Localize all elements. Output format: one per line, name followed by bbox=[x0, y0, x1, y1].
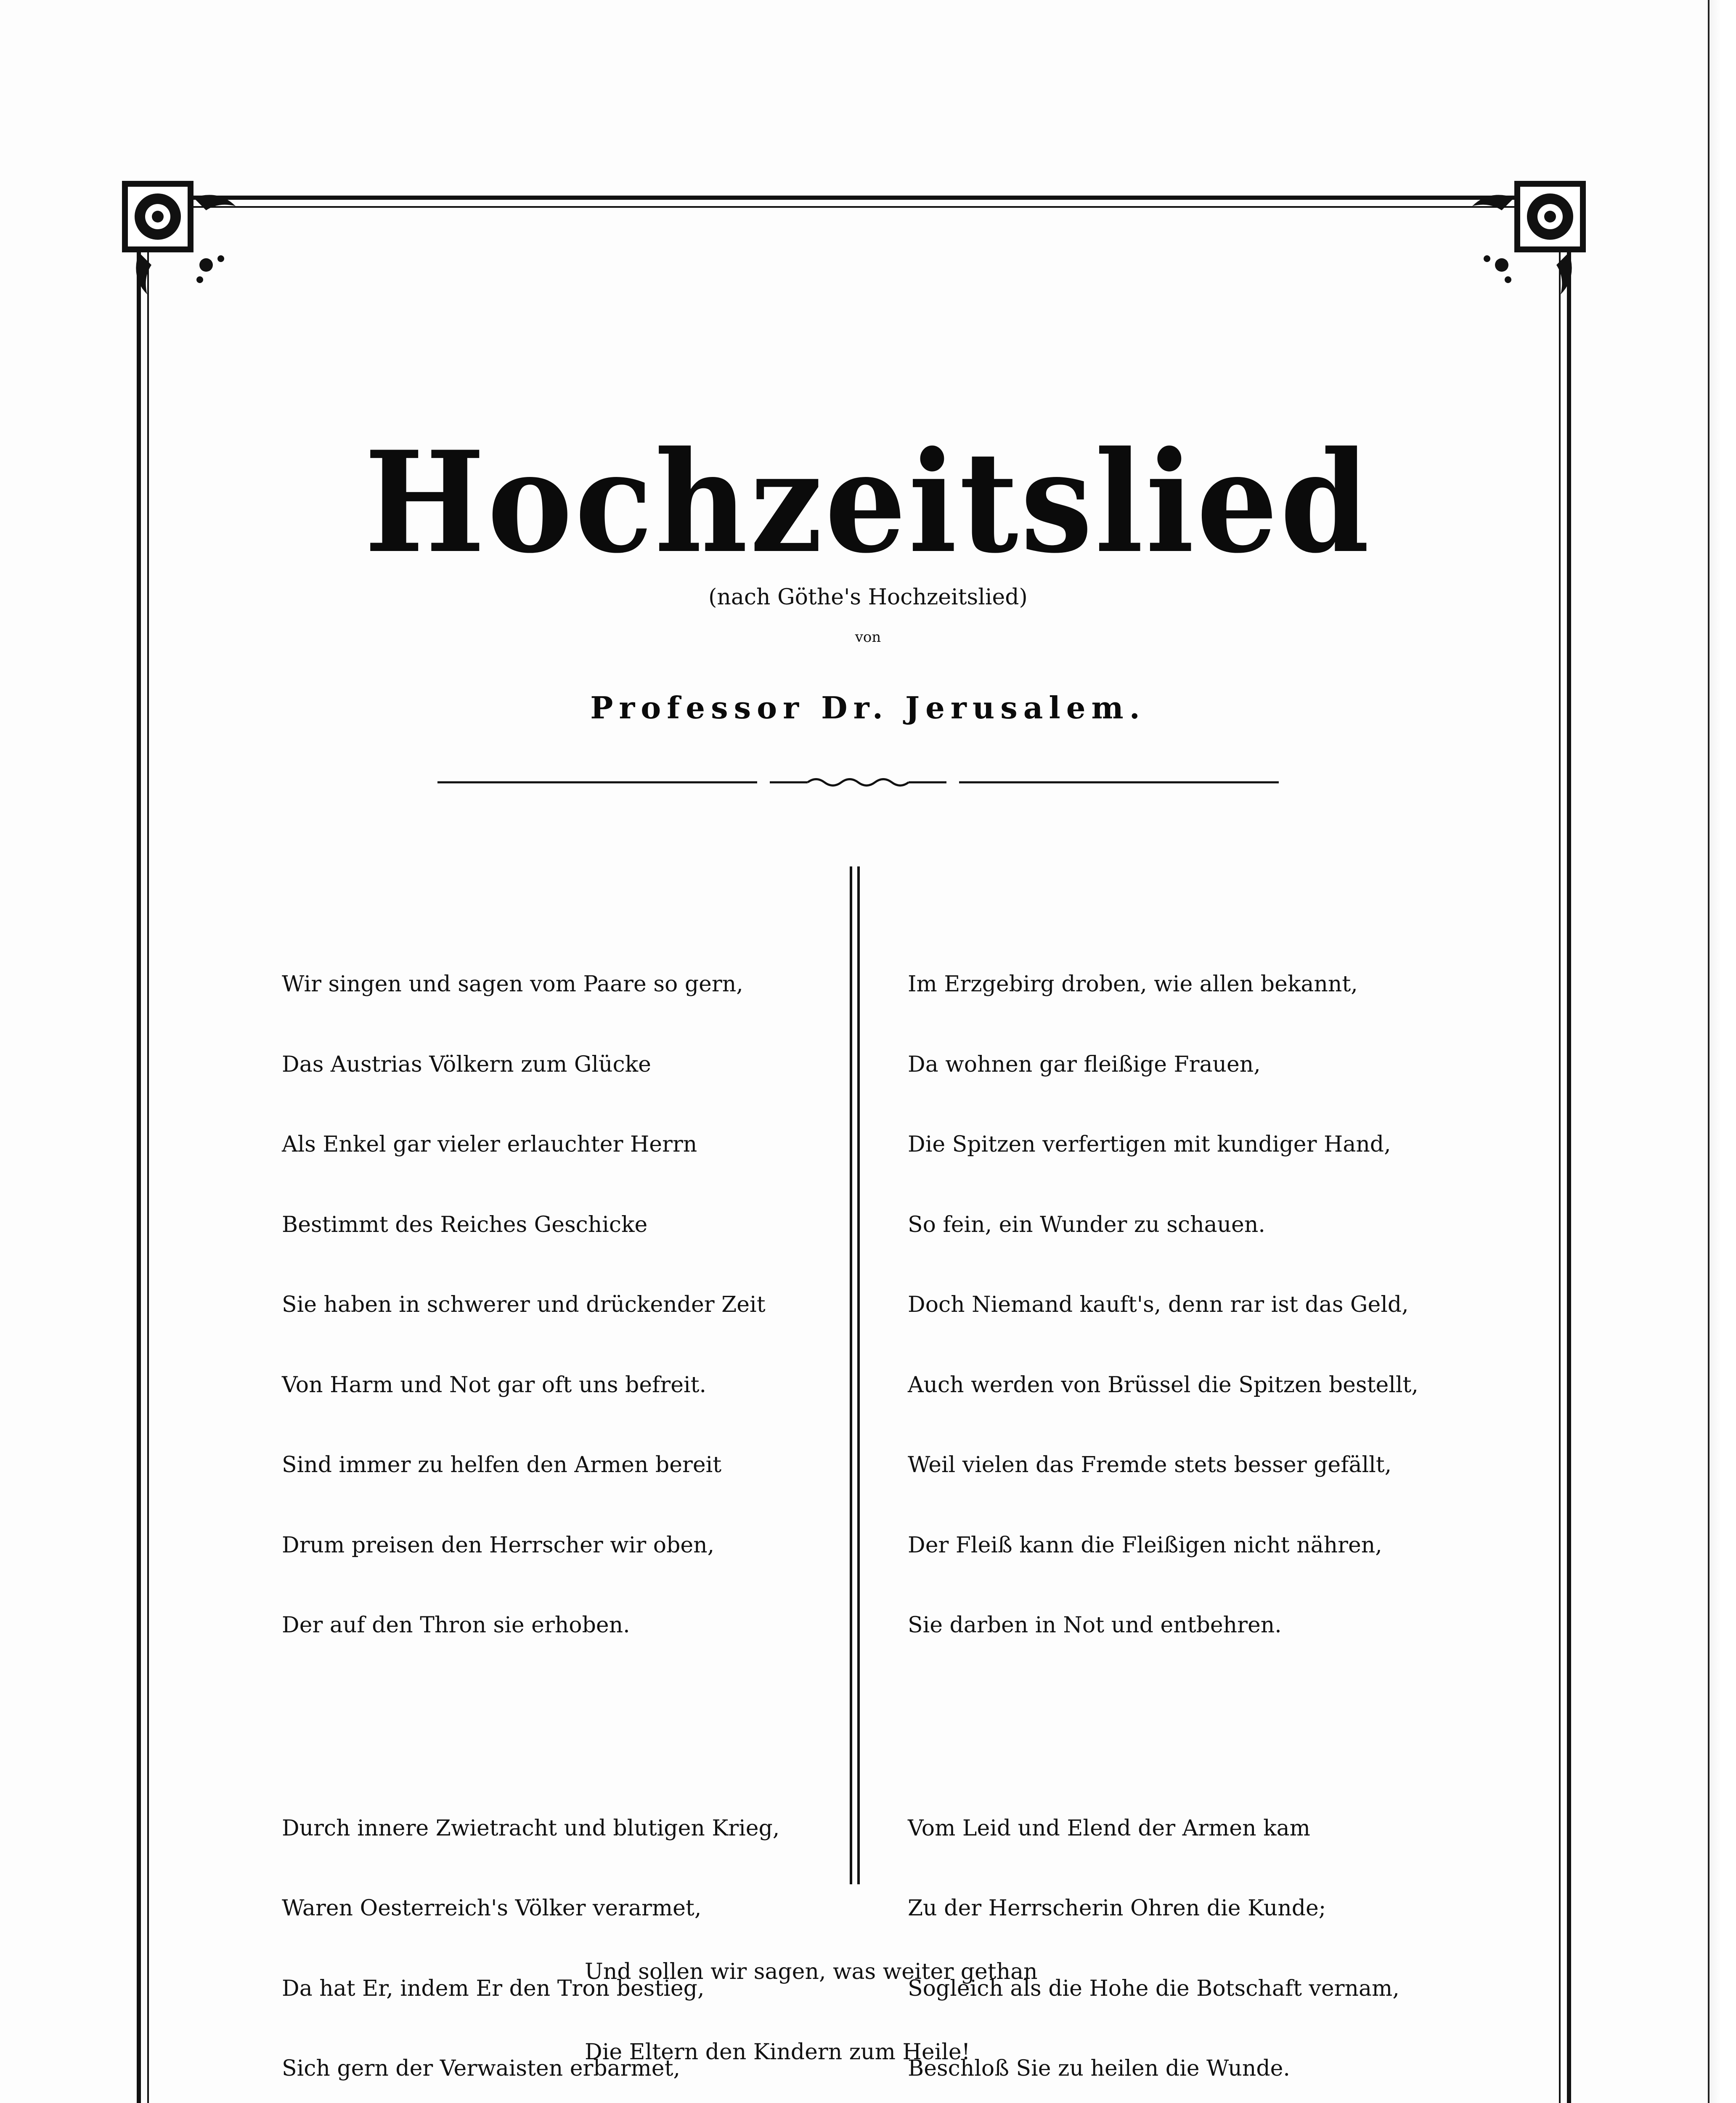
final-stanza: Und sollen wir sagen, was weiter gethan Die Eltern den Kindern zum Heile! bbox=[585, 1959, 1038, 2065]
ornamental-rule-top bbox=[437, 774, 1279, 791]
page-title: Hochzeitslied bbox=[364, 421, 1372, 584]
column-divider bbox=[850, 866, 861, 1884]
stanza-5: Im Erzgebirg droben, wie allen bekannt, Da wohnen gar fleißige Frauen, Die Spitzen verfertigen mit kundiger Hand, So fein, ein Wunder zu schauen. Doch Niemand kauft's, denn rar ist das Geld, Auch werden von Brüssel die Spitzen bestellt, Weil vielen das Fremde stets besser gefällt, Der Fleiß kann die Fleißigen nicht nähren, Sie darben in Not und entbehren. bbox=[908, 972, 1418, 1638]
stanza-1: Wir singen und sagen vom Paare so gern, Das Austrias Völkern zum Glücke Als Enkel gar vieler erlauchter Herrn Bestimmt des Reiches Geschicke Sie haben in schwerer und drückender Zeit Von Harm und Not gar oft uns befreit. Sind immer zu helfen den Armen bereit Drum preisen den Herrscher wir oben, Der auf den Thron sie erhoben. bbox=[282, 972, 766, 1638]
stanza-2: Durch innere Zwietracht und blutigen Krieg, Waren Oesterreich's Völker verarmet, Da hat Er, indem Er den Tron bestieg, Sich gern der Verwaisten erbarmet, bbox=[282, 1815, 780, 2081]
subtitle: (nach Göthe's Hochzeitslied) bbox=[708, 585, 1028, 610]
stanza-6: Vom Leid und Elend der Armen kam Zu der Herrscherin Ohren die Kunde; Sogleich als die Hohe die Botschaft vernam, Beschloß Sie zu heilen die Wunde. bbox=[908, 1815, 1399, 2081]
adjacent-page-edge bbox=[1708, 0, 1736, 2103]
byline-von: von bbox=[855, 629, 881, 646]
author-name: Professor Dr. Jerusalem. bbox=[590, 690, 1146, 726]
